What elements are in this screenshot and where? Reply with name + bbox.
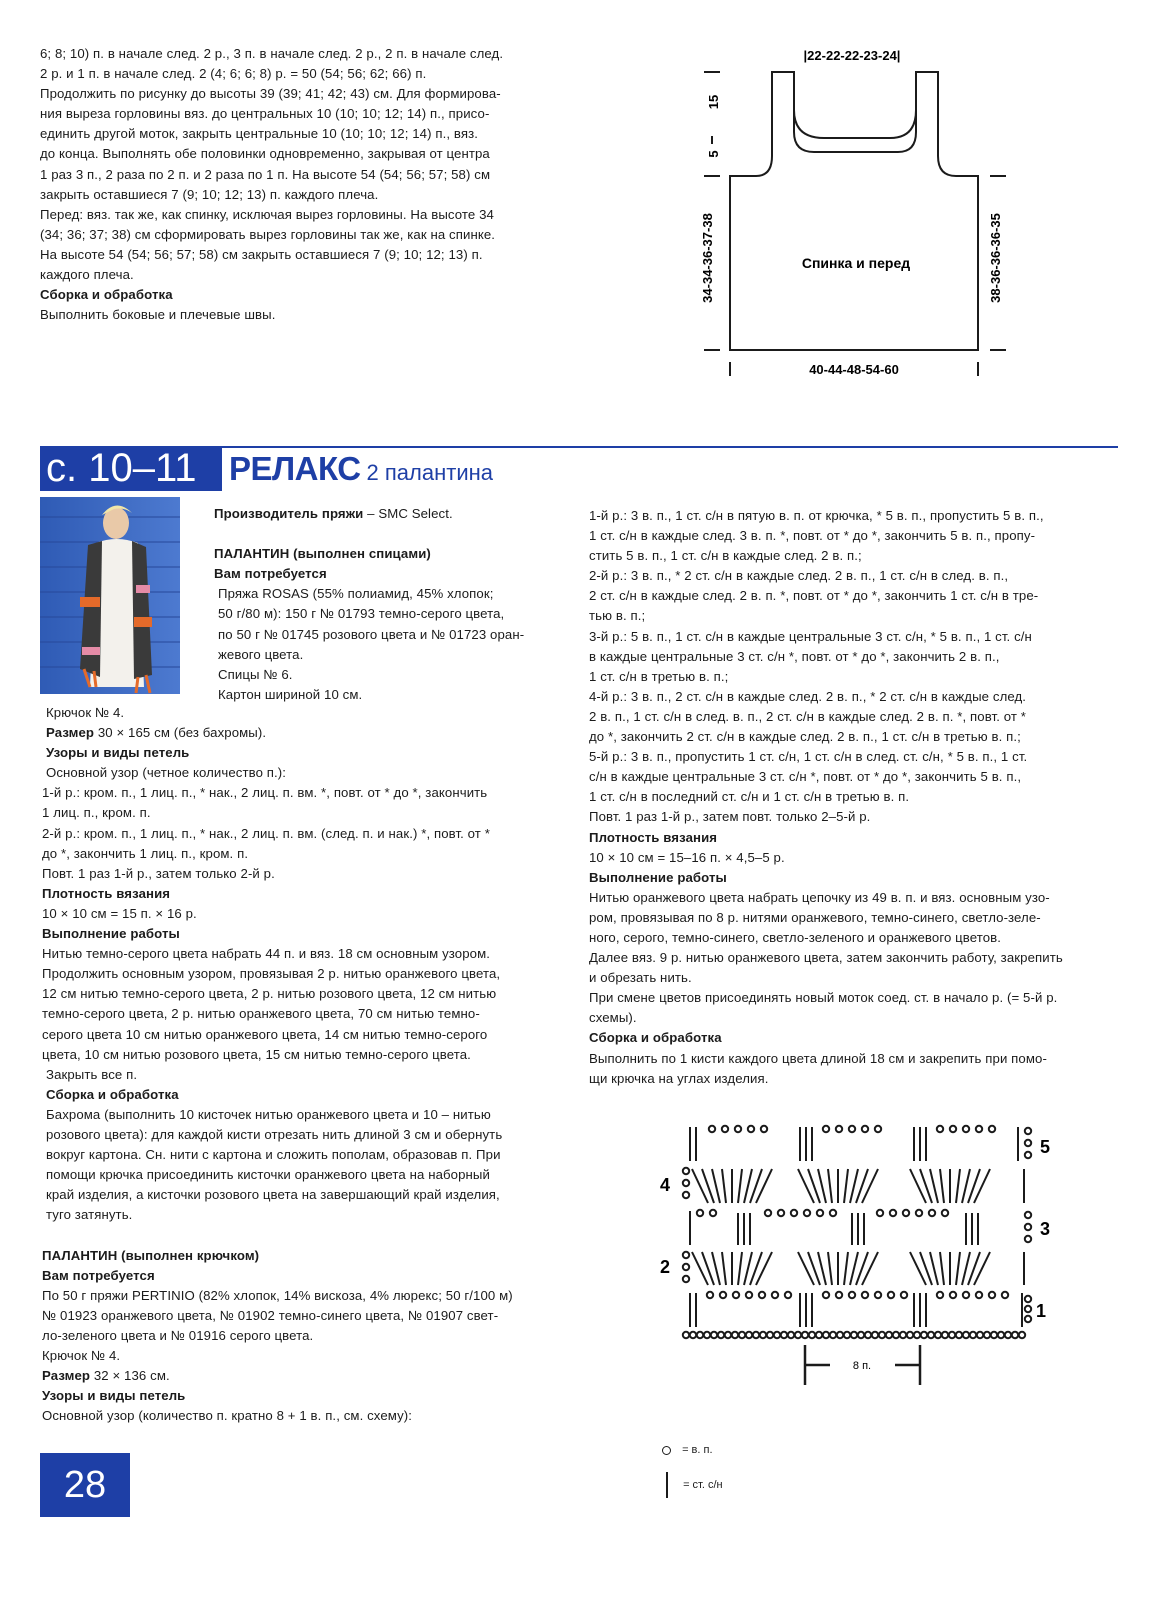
- garment-outline: [730, 72, 978, 350]
- chain-stitch-mark: [725, 1332, 731, 1338]
- text-line: Выполнить боковые и плечевые швы.: [40, 307, 276, 323]
- chain-stitch-mark: [989, 1292, 995, 1298]
- chain-stitch-mark: [704, 1332, 710, 1338]
- text-line: 2-й р.: кром. п., 1 лиц. п., * нак., 2 лиц. п. вм. (след. п. и нак.) *, повт. от *: [42, 825, 490, 841]
- text-line: Нитью темно-серого цвета набрать 44 п. и вяз. 18 см основным узором.: [42, 946, 491, 962]
- text-line: 1 ст. с/н в каждые след. 3 в. п. *, повт. от * до *, закончить 5 в. п., пропу-: [589, 528, 1036, 544]
- text-line: каждого плеча.: [40, 267, 134, 283]
- double-crochet-mark: [756, 1169, 772, 1203]
- chain-stitch-mark: [759, 1292, 765, 1298]
- section-heading: Сборка и обработка: [589, 1030, 722, 1046]
- chain-stitch-mark: [1025, 1152, 1031, 1158]
- chain-stitch-mark: [817, 1210, 823, 1216]
- chain-stitch-mark: [942, 1210, 948, 1216]
- size-label: Размер: [42, 1368, 91, 1384]
- chain-stitch-mark: [875, 1292, 881, 1298]
- small-height-label: 5: [706, 150, 721, 158]
- double-crochet-mark: [738, 1169, 742, 1203]
- chain-stitch-mark: [720, 1292, 726, 1298]
- text-line: 2 р. и 1 п. в начале след. 2 (4; 6; 6; 8) р. = 50 (54; 56; 62; 66) п.: [40, 66, 427, 82]
- chain-stitch-mark: [893, 1332, 899, 1338]
- row-label-5: 5: [1040, 1137, 1051, 1157]
- chain-stitch-mark: [950, 1292, 956, 1298]
- text-line: вокруг картона. Сн. нити с картона и сложить пополам, образовав п. При: [46, 1147, 501, 1163]
- chain-stitch-mark: [735, 1126, 741, 1132]
- text-line: 4-й р.: 3 в. п., 2 ст. с/н в каждые след. 2 в. п., * 2 ст. с/н в каждые след.: [589, 688, 1027, 704]
- double-crochet-mark: [956, 1169, 960, 1203]
- text-line: Пряжа ROSAS (55% полиамид, 45% хлопок;: [218, 586, 494, 602]
- double-crochet-icon: [666, 1472, 668, 1498]
- chain-stitch-mark: [900, 1332, 906, 1338]
- chain-stitch-mark: [849, 1126, 855, 1132]
- chain-stitch-mark: [865, 1332, 871, 1338]
- double-crochet-mark: [862, 1252, 878, 1285]
- text-line: 6; 8; 10) п. в начале след. 2 р., 3 п. в начале след. 2 р., 2 п. в начале след.: [40, 46, 504, 61]
- text-line: до *, закончить 2 ст. с/н в каждые след. 2 в. п., 1 ст. с/н в третью в. п.;: [589, 729, 1021, 745]
- chain-stitch-mark: [1025, 1316, 1031, 1322]
- chain-stitch-mark: [753, 1332, 759, 1338]
- chain-stitch-mark: [1002, 1292, 1008, 1298]
- chain-stitch-mark: [963, 1126, 969, 1132]
- chain-stitch-mark: [830, 1210, 836, 1216]
- legend-text: = ст. с/н: [683, 1478, 723, 1491]
- text-line: 3-й р.: 5 в. п., 1 ст. с/н в каждые центральные 3 ст. с/н, * 5 в. п., 1 ст. с/н: [589, 628, 1032, 644]
- double-crochet-mark: [828, 1169, 832, 1203]
- text-line: ло-зеленого цвета и № 01916 серого цвета.: [42, 1327, 314, 1343]
- double-crochet-mark: [756, 1252, 772, 1285]
- double-crochet-mark: [828, 1252, 832, 1285]
- text-line: цвета, 10 см нитью розового цвета, 15 см нитью темно-серого цвета.: [42, 1046, 471, 1062]
- double-crochet-mark: [722, 1252, 726, 1285]
- chain-stitch-mark: [976, 1126, 982, 1132]
- text-line: 1-й р.: кром. п., 1 лиц. п., * нак., 2 лиц. п. вм. *, повт. от * до *, закончить: [42, 785, 488, 801]
- text-line: Бахрома (выполнить 10 кисточек нитью оранжевого цвета и 10 – нитью: [46, 1106, 491, 1122]
- text-line: 1 ст. с/н в последний ст. с/н и 1 ст. с/н в третью в. п.: [589, 789, 910, 805]
- text-line: 5-й р.: 3 в. п., пропустить 1 ст. с/н, 1 ст. с/н в след. ст. с/н, * 5 в. п., 1 ст.: [589, 749, 1028, 765]
- chain-stitch-mark: [772, 1292, 778, 1298]
- chain-stitch-mark: [1025, 1306, 1031, 1312]
- knit-stole-title: ПАЛАНТИН (выполнен спицами): [214, 546, 431, 562]
- size-value: 30 × 165 см (без бахромы).: [94, 725, 267, 741]
- text-line: Крючок № 4.: [46, 705, 125, 720]
- yarn-value: – SMC Select.: [363, 506, 453, 521]
- double-crochet-mark: [974, 1169, 990, 1203]
- text-line: ного, серого, темно-синего, светло-зеленого и оранжевого цветов.: [589, 929, 1002, 945]
- materials-heading: Вам потребуется: [214, 566, 327, 582]
- chain-stitch-icon: [662, 1446, 671, 1455]
- neckline-curve: [794, 110, 916, 138]
- chain-stitch-mark: [928, 1332, 934, 1338]
- chain-stitch-mark: [1025, 1212, 1031, 1218]
- top-width-label: |22-22-22-23-24|: [803, 48, 901, 63]
- chain-stitch-mark: [935, 1332, 941, 1338]
- text-line: Перед: вяз. так же, как спинку, исключая вырез горловины. На высоте 34: [40, 206, 494, 222]
- chain-stitch-mark: [722, 1126, 728, 1132]
- chain-stitch-mark: [816, 1332, 822, 1338]
- chain-stitch-mark: [950, 1126, 956, 1132]
- chain-stitch-mark: [877, 1210, 883, 1216]
- section-heading: Сборка и обработка: [40, 287, 173, 303]
- chain-stitch-mark: [907, 1332, 913, 1338]
- section-heading: Узоры и виды петель: [46, 745, 190, 761]
- text-line: край изделия, а кисточки розового цвета на завершающий край изделия,: [46, 1187, 500, 1203]
- chain-stitch-mark: [710, 1210, 716, 1216]
- chain-stitch-mark: [916, 1210, 922, 1216]
- chain-stitch-mark: [746, 1332, 752, 1338]
- text-line: закрыть оставшиеся 7 (9; 10; 12; 13) п. каждого плеча.: [40, 186, 379, 202]
- text-line: 50 г/80 м): 150 г № 01793 темно-серого цвета,: [218, 606, 505, 622]
- yarn-label: Производитель пряжи: [214, 506, 364, 521]
- chain-stitch-mark: [709, 1126, 715, 1132]
- double-crochet-mark: [974, 1252, 990, 1285]
- double-crochet-mark: [940, 1169, 944, 1203]
- chain-stitch-mark: [778, 1210, 784, 1216]
- chain-stitch-mark: [823, 1332, 829, 1338]
- chain-stitch-mark: [984, 1332, 990, 1338]
- chain-stitch-mark: [837, 1332, 843, 1338]
- chain-stitch-mark: [761, 1126, 767, 1132]
- text-line: помощи крючка присоединить кисточки оранжевого цвета на наборный: [46, 1167, 490, 1183]
- left-height-label: 34-34-36-37-38: [700, 213, 715, 303]
- chain-stitch-mark: [879, 1332, 885, 1338]
- repeat-label: 8 п.: [852, 1360, 872, 1372]
- upper-height-label: 15: [706, 94, 721, 110]
- text-line: Основной узор (количество п. кратно 8 + 1 в. п., см. схему):: [42, 1408, 413, 1424]
- text-line: На высоте 54 (54; 56; 57; 58) см закрыть оставшиеся 7 (9; 10; 12; 13) п.: [40, 246, 483, 262]
- chain-stitch-mark: [718, 1332, 724, 1338]
- text-line: 1 раз 3 п., 2 раза по 2 п. и 2 раза по 1 п. На высоте 54 (54; 56; 57; 58) см: [40, 166, 491, 182]
- chain-stitch-mark: [765, 1210, 771, 1216]
- chain-stitch-mark: [767, 1332, 773, 1338]
- chain-stitch-mark: [914, 1332, 920, 1338]
- text-line: 1-й р.: 3 в. п., 1 ст. с/н в пятую в. п. от крючка, * 5 в. п., пропустить 5 в. п.,: [589, 508, 1044, 523]
- chain-stitch-mark: [774, 1332, 780, 1338]
- double-crochet-mark: [798, 1169, 814, 1203]
- chain-stitch-mark: [903, 1210, 909, 1216]
- chain-stitch-mark: [697, 1210, 703, 1216]
- double-crochet-mark: [844, 1169, 848, 1203]
- chain-stitch-mark: [851, 1332, 857, 1338]
- section-heading: Выполнение работы: [589, 869, 727, 885]
- crochet-chart: [650, 1115, 1070, 1395]
- text-line: Продолжить по рисунку до высоты 39 (39; 41; 42; 43) см. Для формирова-: [40, 86, 501, 102]
- text-line: серого цвета 10 см нитью оранжевого цвета, 14 см нитью темно-серого: [42, 1026, 488, 1042]
- chain-stitch-mark: [802, 1332, 808, 1338]
- text-line: жевого цвета.: [218, 646, 304, 662]
- chain-stitch-mark: [823, 1126, 829, 1132]
- text-line: до *, закончить 1 лиц. п., кром. п.: [42, 845, 249, 861]
- text-line: в каждые центральные 3 ст. с/н *, повт. от * до *, закончить 2 в. п.,: [589, 648, 1000, 664]
- chain-stitch-mark: [683, 1332, 689, 1338]
- chain-stitch-mark: [977, 1332, 983, 1338]
- chain-stitch-mark: [830, 1332, 836, 1338]
- text-line: Повт. 1 раз 1-й р., затем только 2-й р.: [42, 865, 275, 881]
- text-line: ром, провязывая по 8 р. нитями оранжевого, темно-синего, светло-зеле-: [589, 909, 1041, 925]
- text-line: По 50 г пряжи PERTINIO (82% хлопок, 14% вискоза, 4% люрекс; 50 г/100 м): [42, 1287, 513, 1303]
- chain-stitch-mark: [942, 1332, 948, 1338]
- section-heading: Сборка и обработка: [46, 1086, 179, 1102]
- legend-item: [662, 1442, 723, 1464]
- double-crochet-mark: [844, 1252, 848, 1285]
- chain-stitch-mark: [690, 1332, 696, 1338]
- chain-stitch-mark: [711, 1332, 717, 1338]
- text-line: Далее вяз. 9 р. нитью оранжевого цвета, затем закончить работу, закрепить: [589, 950, 1063, 966]
- chain-stitch-mark: [937, 1126, 943, 1132]
- chain-stitch-mark: [795, 1332, 801, 1338]
- double-crochet-mark: [692, 1169, 708, 1203]
- chain-stitch-mark: [862, 1126, 868, 1132]
- double-crochet-mark: [956, 1252, 960, 1285]
- chain-stitch-mark: [809, 1332, 815, 1338]
- chain-stitch-mark: [888, 1292, 894, 1298]
- text-line: стить 5 в. п., 1 ст. с/н в каждые след. 2 в. п.;: [589, 548, 862, 564]
- chain-stitch-mark: [1025, 1140, 1031, 1146]
- chain-stitch-mark: [788, 1332, 794, 1338]
- text-line: Выполнить по 1 кисти каждого цвета длиной 18 см и закрепить при помо-: [589, 1050, 1047, 1066]
- text-line: ния выреза горловины вяз. до центральных 10 (10; 10; 12; 14) п., присо-: [40, 106, 490, 122]
- yarn-intro: [214, 504, 564, 705]
- chain-stitch-mark: [963, 1332, 969, 1338]
- chart-legend: [662, 1442, 723, 1498]
- text-line: темно-серого цвета, 2 р. нитью оранжевого цвета, 70 см нитью темно-: [42, 1006, 480, 1022]
- text-line: до конца. Выполнять обе половинки одновременно, закрывая от центра: [40, 146, 490, 162]
- piece-label: Спинка и перед: [801, 255, 911, 271]
- chain-stitch-mark: [683, 1252, 689, 1258]
- legend-text: = в. п.: [682, 1444, 713, 1456]
- title-sub: 2 палантина: [366, 460, 494, 485]
- chain-stitch-mark: [949, 1332, 955, 1338]
- double-crochet-mark: [722, 1169, 726, 1203]
- chain-stitch-mark: [732, 1332, 738, 1338]
- text-line: 12 см нитью темно-серого цвета, 2 р. нитью розового цвета, 12 см нитью: [42, 986, 497, 1002]
- chain-stitch-mark: [707, 1292, 713, 1298]
- chain-stitch-mark: [872, 1332, 878, 1338]
- chain-stitch-mark: [683, 1180, 689, 1186]
- right-column: [589, 506, 1129, 1089]
- chain-stitch-mark: [1025, 1296, 1031, 1302]
- chain-stitch-mark: [937, 1292, 943, 1298]
- bottom-width-label: 40-44-48-54-60: [809, 362, 899, 377]
- text-line: с/н в каждые центральные 3 ст. с/н *, повт. от * до *, закончить 5 в. п.,: [589, 769, 1022, 785]
- chain-stitch-mark: [697, 1332, 703, 1338]
- chain-stitch-mark: [956, 1332, 962, 1338]
- model-photo: [40, 497, 180, 694]
- materials-heading: Вам потребуется: [42, 1267, 155, 1283]
- text-line: Закрыть все п.: [46, 1066, 138, 1082]
- chain-stitch-mark: [683, 1264, 689, 1270]
- text-line: розового цвета): для каждой кисти отрезать нить длиной 3 см и обернуть: [46, 1126, 503, 1142]
- row-label-4: 4: [660, 1175, 671, 1195]
- chain-stitch-mark: [1025, 1236, 1031, 1242]
- double-crochet-mark: [738, 1252, 742, 1285]
- chain-stitch-mark: [1005, 1332, 1011, 1338]
- chain-stitch-mark: [1012, 1332, 1018, 1338]
- legend-item: [662, 1472, 723, 1498]
- chain-stitch-mark: [760, 1332, 766, 1338]
- section-heading: Выполнение работы: [42, 926, 180, 942]
- text-line: При смене цветов присоединять новый моток соед. ст. в начало р. (= 5-й р.: [589, 990, 1058, 1006]
- chain-stitch-mark: [739, 1332, 745, 1338]
- title-main: РЕЛАКС: [229, 450, 361, 487]
- text-line: 2 в. п., 1 ст. с/н в след. в. п., 2 ст. с/н в каждые след. 2 в. п. *, повт. от *: [589, 708, 1027, 724]
- page-ref-badge: с. 10–11: [40, 446, 222, 491]
- chain-stitch-mark: [991, 1332, 997, 1338]
- text-line: 10 × 10 см = 15–16 п. × 4,5–5 р.: [589, 849, 785, 865]
- chain-stitch-mark: [785, 1292, 791, 1298]
- chain-stitch-mark: [746, 1292, 752, 1298]
- chain-stitch-mark: [989, 1126, 995, 1132]
- text-line: и обрезать нить.: [589, 970, 692, 986]
- page-number: 28: [40, 1453, 130, 1517]
- chain-stitch-mark: [858, 1332, 864, 1338]
- size-value: 32 × 136 см.: [90, 1368, 170, 1384]
- chain-stitch-mark: [791, 1210, 797, 1216]
- text-line: Продолжить основным узором, провязывая 2 р. нитью оранжевого цвета,: [42, 966, 501, 982]
- chain-stitch-mark: [875, 1126, 881, 1132]
- text-line: схемы).: [589, 1010, 637, 1026]
- section-heading: Плотность вязания: [42, 885, 171, 901]
- text-line: Крючок № 4.: [42, 1348, 121, 1363]
- size-label: Размер: [46, 725, 95, 741]
- text-line: 1 ст. с/н в третью в. п.;: [589, 668, 729, 684]
- text-line: (34; 36; 37; 38) см сформировать вырез горловины так же, как на спинке.: [40, 226, 496, 242]
- double-crochet-mark: [910, 1252, 926, 1285]
- chain-stitch-mark: [823, 1292, 829, 1298]
- chain-stitch-mark: [836, 1292, 842, 1298]
- chain-stitch-mark: [683, 1276, 689, 1282]
- left-column: [42, 703, 572, 1426]
- chain-stitch-mark: [844, 1332, 850, 1338]
- double-crochet-mark: [798, 1252, 814, 1285]
- chain-stitch-mark: [781, 1332, 787, 1338]
- chain-stitch-mark: [929, 1210, 935, 1216]
- chain-stitch-mark: [862, 1292, 868, 1298]
- text-line: 10 × 10 см = 15 п. × 16 р.: [42, 905, 197, 921]
- text-line: 2-й р.: 3 в. п., * 2 ст. с/н в каждые след. 2 в. п., 1 ст. с/н в след. в. п.,: [589, 568, 1009, 584]
- chain-stitch-mark: [976, 1292, 982, 1298]
- text-line: Спицы № 6.: [218, 666, 293, 682]
- row-label-3: 3: [1040, 1219, 1051, 1239]
- chain-stitch-mark: [683, 1192, 689, 1198]
- chain-stitch-mark: [804, 1210, 810, 1216]
- top-continuation-text: [40, 44, 600, 325]
- text-line: тью в. п.;: [589, 608, 646, 624]
- chain-stitch-mark: [1019, 1332, 1025, 1338]
- text-line: Нитью оранжевого цвета набрать цепочку из 49 в. п. и вяз. основным узо-: [589, 889, 1050, 905]
- section-heading: Плотность вязания: [589, 829, 718, 845]
- chain-stitch-mark: [886, 1332, 892, 1338]
- chain-stitch-mark: [921, 1332, 927, 1338]
- chain-stitch-mark: [836, 1126, 842, 1132]
- text-line: по 50 г № 01745 розового цвета и № 01723 оран-: [218, 626, 525, 642]
- right-height-label: 38-36-36-36-35: [988, 213, 1003, 303]
- text-line: Картон шириной 10 см.: [218, 686, 363, 702]
- text-line: щи крючка на углах изделия.: [589, 1070, 769, 1086]
- text-line: № 01923 оранжевого цвета, № 01902 темно-синего цвета, № 01907 свет-: [42, 1307, 499, 1323]
- chain-stitch-mark: [970, 1332, 976, 1338]
- section-heading: Узоры и виды петель: [42, 1388, 186, 1404]
- chain-stitch-mark: [849, 1292, 855, 1298]
- double-crochet-mark: [692, 1252, 708, 1285]
- chain-stitch-mark: [733, 1292, 739, 1298]
- text-line: Повт. 1 раз 1-й р., затем повт. только 2–5-й р.: [589, 809, 871, 825]
- double-crochet-mark: [862, 1169, 878, 1203]
- text-line: единить другой моток, закрыть центральные 10 (10; 10; 12; 14) п., вяз.: [40, 126, 478, 142]
- chain-stitch-mark: [1025, 1224, 1031, 1230]
- chain-stitch-mark: [901, 1292, 907, 1298]
- chain-stitch-mark: [998, 1332, 1004, 1338]
- text-line: 2 ст. с/н в каждые след. 2 в. п. *, повт. от * до *, закончить 1 ст. с/н в тре-: [589, 588, 1039, 604]
- text-line: Основной узор (четное количество п.):: [46, 765, 287, 781]
- row-label-2: 2: [660, 1257, 671, 1277]
- chain-stitch-mark: [683, 1168, 689, 1174]
- article-title: [229, 448, 493, 494]
- chain-stitch-mark: [748, 1126, 754, 1132]
- double-crochet-mark: [940, 1252, 944, 1285]
- chain-stitch-mark: [963, 1292, 969, 1298]
- garment-schematic: [690, 40, 1020, 385]
- double-crochet-mark: [910, 1169, 926, 1203]
- row-label-1: 1: [1036, 1301, 1047, 1321]
- text-line: 1 лиц. п., кром. п.: [42, 805, 151, 821]
- text-line: туго затянуть.: [46, 1207, 133, 1223]
- chain-stitch-mark: [1025, 1128, 1031, 1134]
- chain-stitch-mark: [890, 1210, 896, 1216]
- crochet-stole-title: ПАЛАНТИН (выполнен крючком): [42, 1247, 260, 1263]
